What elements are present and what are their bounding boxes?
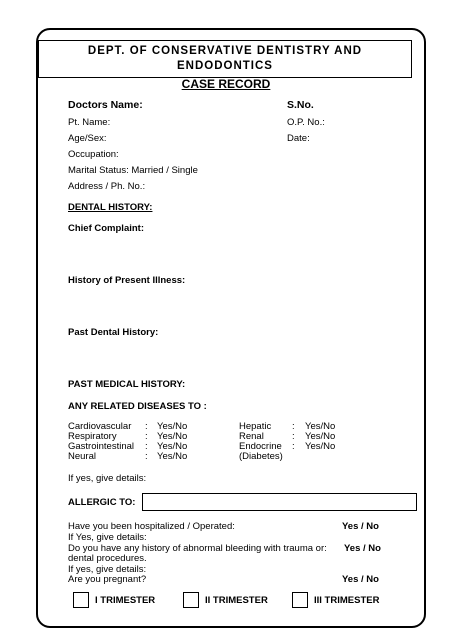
disease-name: Cardiovascular <box>68 421 132 432</box>
disease-sep: : <box>145 421 148 432</box>
department-title-line1: DEPT. OF CONSERVATIVE DENTISTRY AND <box>87 45 363 57</box>
pt-name-label: Pt. Name: <box>68 117 111 128</box>
dental-history-heading: DENTAL HISTORY: <box>68 202 153 213</box>
marital-status-label: Marital Status: Married / Single <box>68 165 198 176</box>
trimester-1-label: I TRIMESTER <box>95 595 156 606</box>
disease-value: Yes/No <box>157 451 188 462</box>
related-diseases-heading: ANY RELATED DISEASES TO : <box>68 401 207 412</box>
disease-name: (Diabetes) <box>239 451 283 462</box>
bleeding-yes-no: Yes / No <box>344 543 381 554</box>
disease-sep: : <box>145 451 148 462</box>
disease-value: Yes/No <box>305 441 336 452</box>
disease-name: Neural <box>68 451 96 462</box>
trimester-1-checkbox[interactable] <box>73 592 89 608</box>
disease-value: Yes/No <box>157 431 188 442</box>
allergic-to-field[interactable] <box>142 493 417 511</box>
trimester-3-checkbox[interactable] <box>292 592 308 608</box>
disease-sep: : <box>145 431 148 442</box>
sno-label: S.No. <box>287 99 314 111</box>
hospitalized-yes-no: Yes / No <box>342 521 379 532</box>
disease-value: Yes/No <box>157 441 188 452</box>
disease-name: Renal <box>239 431 264 442</box>
disease-sep: : <box>292 431 295 442</box>
trimester-2-checkbox[interactable] <box>183 592 199 608</box>
disease-value: Yes/No <box>305 431 336 442</box>
case-record-heading: CASE RECORD <box>181 77 271 91</box>
op-no-label: O.P. No.: <box>287 117 325 128</box>
trimester-2-label: II TRIMESTER <box>205 595 268 606</box>
disease-name: Gastrointestinal <box>68 441 135 452</box>
disease-name: Respiratory <box>68 431 117 442</box>
department-title-box <box>38 40 412 78</box>
occupation-label: Occupation: <box>68 149 119 160</box>
date-label: Date: <box>287 133 310 144</box>
pregnant-question: Are you pregnant? <box>68 574 147 585</box>
past-medical-heading: PAST MEDICAL HISTORY: <box>68 379 186 390</box>
pregnant-yes-no: Yes / No <box>342 574 379 585</box>
disease-name: Endocrine <box>239 441 282 452</box>
allergic-to-label: ALLERGIC TO: <box>68 497 136 508</box>
trimester-3-label: III TRIMESTER <box>314 595 380 606</box>
disease-value: Yes/No <box>305 421 336 432</box>
department-title-line2: ENDODONTICS <box>177 60 273 72</box>
age-sex-label: Age/Sex: <box>68 133 107 144</box>
bleeding-question-line2: dental procedures. <box>68 553 147 564</box>
doctors-name-label: Doctors Name: <box>68 99 143 111</box>
disease-sep: : <box>292 421 295 432</box>
if-yes-details-label-3: If yes, give details: <box>68 564 147 575</box>
if-yes-details-label: If yes, give details: <box>68 473 147 484</box>
address-label: Address / Ph. No.: <box>68 181 146 192</box>
chief-complaint-label: Chief Complaint: <box>68 223 144 234</box>
disease-value: Yes/No <box>157 421 188 432</box>
if-yes-details-label-2: If Yes, give details: <box>68 532 147 543</box>
disease-sep: : <box>292 441 295 452</box>
disease-sep: : <box>145 441 148 452</box>
past-dental-label: Past Dental History: <box>68 327 159 338</box>
disease-name: Hepatic <box>239 421 272 432</box>
hospitalized-question: Have you been hospitalized / Operated: <box>68 521 235 532</box>
present-illness-label: History of Present Illness: <box>68 275 186 286</box>
bleeding-question: Do you have any history of abnormal bleeding with trauma or: <box>68 543 327 554</box>
